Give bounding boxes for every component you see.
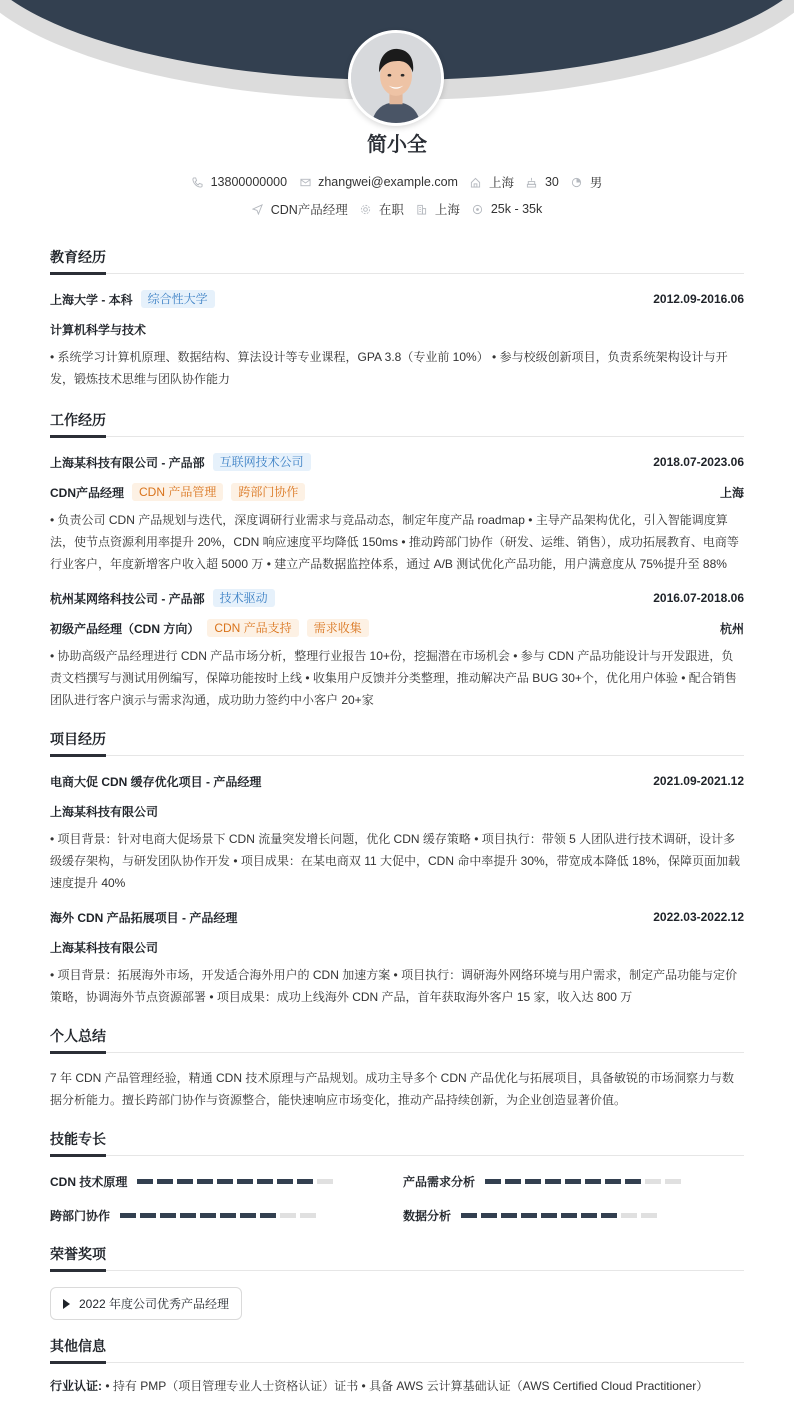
skill-level-segment xyxy=(605,1179,621,1184)
project-header xyxy=(50,770,744,792)
skill-item xyxy=(50,1204,403,1226)
skill-level-segment xyxy=(461,1213,477,1218)
project-entry xyxy=(50,906,744,1008)
status-item xyxy=(360,200,404,218)
skill-level-bar xyxy=(461,1213,661,1218)
work-desc: • 协助高级产品经理进行 CDN 产品市场分析，整理行业报告 10+份，挖掘潜在市场机会 • 参与 CDN 产品功能设计与开发跟进，负责文档撰写与测试用例编写，保障功能按时上线 • 收集用户反馈并分类整理，推动解决产品 BUG 30+个，优化用户体验 • 配合销售团队进行客户演示与需求沟通，成功助力签约中小客户 20+家 xyxy=(50,649,737,707)
project-entry xyxy=(50,770,744,894)
skill-level-segment xyxy=(297,1179,313,1184)
skill-level-segment xyxy=(260,1213,276,1218)
school-tag: 综合性大学 xyxy=(141,290,215,308)
skill-level-segment xyxy=(625,1179,641,1184)
job-title: 初级产品经理（CDN 方向） xyxy=(50,621,200,636)
other-label: 行业认证: xyxy=(50,1379,102,1393)
work-header xyxy=(50,451,744,473)
school-name: 上海大学 - 本科 xyxy=(50,292,133,307)
project-period: 2021.09-2021.12 xyxy=(653,774,744,788)
age-item xyxy=(526,175,559,189)
education-left xyxy=(50,290,215,308)
other-info xyxy=(50,1377,744,1394)
skill-level-segment xyxy=(280,1213,296,1218)
phone-icon xyxy=(192,176,204,188)
work-section-title: 工作经历 xyxy=(50,410,744,437)
email-item xyxy=(299,175,458,189)
project-company: 上海某科技有限公司 xyxy=(50,940,159,955)
project-desc: • 项目背景：针对电商大促场景下 CDN 流量突发增长问题，优化 CDN 缓存策略 • 项目执行：带领 5 人团队进行技术调研，设计多级缓存架构，与研发团队协作开发 • 项目成果：在某电商双 11 大促中，CDN 命中率提升 30%，带宽成本降低 18%，保障页面加载速度提升 40% xyxy=(50,832,741,890)
education-header xyxy=(50,288,744,310)
skill-level-segment xyxy=(521,1213,537,1218)
skill-tag: 跨部门协作 xyxy=(231,483,305,501)
position-text: CDN产品经理 xyxy=(270,203,348,217)
skill-level-segment xyxy=(277,1179,293,1184)
skill-level-segment xyxy=(665,1179,681,1184)
caret-right-icon xyxy=(63,1299,70,1309)
work-entry xyxy=(50,451,744,575)
target-icon xyxy=(472,203,484,215)
awards-section-title: 荣誉奖项 xyxy=(50,1244,744,1271)
work-desc: • 负责公司 CDN 产品规划与迭代，深度调研行业需求与竞品动态，制定年度产品 roadmap • 主导产品架构优化，引入智能调度算法，使节点资源利用率提升 20%，CDN 响应速度平均降低 150ms • 推动跨部门协作（研发、运维、销售），成功拓展教育、电商等行业客户，年度新增客户收入超 5000 万 • 建立产品数据监控体系，通过 A/B 测试优化产品功能，用户满意度从 75%提升至 88% xyxy=(50,513,739,571)
project-desc: • 项目背景：拓展海外市场，开发适合海外用户的 CDN 加速方案 • 项目执行：调研海外网络环境与用户需求，制定产品功能与定价策略，协调海外节点资源部署 • 项目成果：成功上线海外 CDN 产品，首年获取海外客户 15 家，收入达 800 万 xyxy=(50,968,738,1004)
work-city-text: 上海 xyxy=(434,203,460,217)
skill-name: 跨部门协作 xyxy=(50,1208,111,1223)
send-icon xyxy=(252,203,264,215)
work-left xyxy=(50,453,311,471)
resume-body xyxy=(50,247,744,1394)
skill-level-segment xyxy=(541,1213,557,1218)
project-period: 2022.03-2022.12 xyxy=(653,910,744,924)
skill-level-segment xyxy=(621,1213,637,1218)
position-item xyxy=(252,200,348,218)
project-company-row xyxy=(50,936,744,958)
project-name: 海外 CDN 产品拓展项目 - 产品经理 xyxy=(50,910,238,925)
skill-level-segment xyxy=(645,1179,661,1184)
work-period: 2016.07-2018.06 xyxy=(653,591,744,605)
work-title-left xyxy=(50,483,305,501)
skill-level-segment xyxy=(300,1213,316,1218)
skill-level-segment xyxy=(565,1179,581,1184)
skill-level-segment xyxy=(257,1179,273,1184)
skill-level-segment xyxy=(180,1213,196,1218)
skill-tag: CDN 产品管理 xyxy=(132,483,223,501)
skill-level-bar xyxy=(485,1179,685,1184)
work-city: 上海 xyxy=(719,485,744,500)
candidate-name: 简小全 xyxy=(367,134,427,156)
skill-level-segment xyxy=(217,1179,233,1184)
company-tag: 技术驱动 xyxy=(213,589,275,607)
cake-icon xyxy=(526,176,538,188)
education-period: 2012.09-2016.06 xyxy=(653,292,744,306)
skill-level-segment xyxy=(120,1213,136,1218)
project-name: 电商大促 CDN 缓存优化项目 - 产品经理 xyxy=(50,774,262,789)
email-text: zhangwei@example.com xyxy=(318,175,458,189)
education-section-title: 教育经历 xyxy=(50,247,744,274)
work-city: 杭州 xyxy=(719,621,744,636)
skill-level-segment xyxy=(585,1179,601,1184)
summary-text: 7 年 CDN 产品管理经验，精通 CDN 技术原理与产品规划。成功主导多个 CDN 产品优化与拓展项目，具备敏锐的市场洞察力与数据分析能力。擅长跨部门协作与资源整合，能快速响应市场变化，推动产品持续创新，为企业创造显著价值。 xyxy=(50,1071,735,1107)
skill-level-segment xyxy=(140,1213,156,1218)
avatar xyxy=(348,30,444,126)
skill-level-segment xyxy=(177,1179,193,1184)
project-company: 上海某科技有限公司 xyxy=(50,804,159,819)
work-title-row xyxy=(50,617,744,639)
skill-level-segment xyxy=(561,1213,577,1218)
skill-name: 数据分析 xyxy=(403,1208,452,1223)
skill-level-segment xyxy=(160,1213,176,1218)
skill-item xyxy=(50,1170,403,1192)
location-item xyxy=(470,173,514,191)
gender-text: 男 xyxy=(589,176,603,190)
work-title-left xyxy=(50,619,369,637)
education-desc: • 系统学习计算机原理、数据结构、算法设计等专业课程，GPA 3.8（专业前 10%） • 参与校级创新项目，负责系统架构设计与开发，锻炼技术思维与团队协作能力 xyxy=(50,350,728,386)
skill-level-segment xyxy=(581,1213,597,1218)
skill-level-segment xyxy=(525,1179,541,1184)
skill-level-segment xyxy=(197,1179,213,1184)
age-text: 30 xyxy=(544,175,559,189)
skill-level-segment xyxy=(240,1213,256,1218)
gear-icon xyxy=(360,203,372,215)
mail-icon xyxy=(299,176,311,188)
project-company-row xyxy=(50,800,744,822)
skill-item xyxy=(403,1204,744,1226)
work-entry xyxy=(50,587,744,711)
location-text: 上海 xyxy=(488,176,514,190)
work-title-row xyxy=(50,481,744,503)
skills-section-title: 技能专长 xyxy=(50,1129,744,1156)
status-text: 在职 xyxy=(378,203,404,217)
work-period: 2018.07-2023.06 xyxy=(653,455,744,469)
skill-level-segment xyxy=(137,1179,153,1184)
work-header xyxy=(50,587,744,609)
skill-level-segment xyxy=(501,1213,517,1218)
work-city-item xyxy=(416,200,460,218)
skill-level-bar xyxy=(120,1213,320,1218)
skill-level-segment xyxy=(641,1213,657,1218)
skill-level-segment xyxy=(220,1213,236,1218)
skill-tag: CDN 产品支持 xyxy=(207,619,298,637)
job-title: CDN产品经理 xyxy=(50,485,124,500)
other-value: • 持有 PMP（项目管理专业人士资格认证）证书 • 具备 AWS 云计算基础认证（AWS Certified Cloud Practitioner） xyxy=(105,1379,709,1393)
salary-text: 25k - 35k xyxy=(490,202,543,216)
home-icon xyxy=(470,176,482,188)
summary-section-title: 个人总结 xyxy=(50,1026,744,1053)
major: 计算机科学与技术 xyxy=(50,322,147,337)
skill-item xyxy=(403,1170,744,1192)
job-intent-row xyxy=(0,200,794,218)
contact-row xyxy=(0,173,794,191)
phone-text: 13800000000 xyxy=(210,175,288,189)
award-item[interactable] xyxy=(50,1287,242,1320)
resume-header xyxy=(0,0,794,156)
skill-level-segment xyxy=(545,1179,561,1184)
building-icon xyxy=(416,203,428,215)
company-name: 杭州某网络科技公司 - 产品部 xyxy=(50,591,205,606)
gender-item xyxy=(571,173,603,191)
skill-level-segment xyxy=(157,1179,173,1184)
skill-tag: 需求收集 xyxy=(307,619,369,637)
education-entry xyxy=(50,288,744,390)
skill-level-segment xyxy=(200,1213,216,1218)
skill-level-segment xyxy=(317,1179,333,1184)
projects-section-title: 项目经历 xyxy=(50,729,744,756)
skill-level-segment xyxy=(481,1213,497,1218)
skill-name: 产品需求分析 xyxy=(403,1174,476,1189)
phone-item xyxy=(192,175,287,189)
work-left xyxy=(50,589,275,607)
skill-level-segment xyxy=(237,1179,253,1184)
gender-icon xyxy=(571,176,583,188)
award-text: 2022 年度公司优秀产品经理 xyxy=(79,1297,230,1311)
skill-level-segment xyxy=(601,1213,617,1218)
skills-grid xyxy=(50,1170,744,1226)
skill-name: CDN 技术原理 xyxy=(50,1174,128,1189)
skill-level-segment xyxy=(485,1179,501,1184)
major-row xyxy=(50,318,744,340)
other-section-title: 其他信息 xyxy=(50,1336,744,1363)
company-tag: 互联网技术公司 xyxy=(213,453,311,471)
skill-level-segment xyxy=(505,1179,521,1184)
skill-level-bar xyxy=(137,1179,337,1184)
project-header xyxy=(50,906,744,928)
company-name: 上海某科技有限公司 - 产品部 xyxy=(50,455,205,470)
salary-item xyxy=(472,202,542,216)
